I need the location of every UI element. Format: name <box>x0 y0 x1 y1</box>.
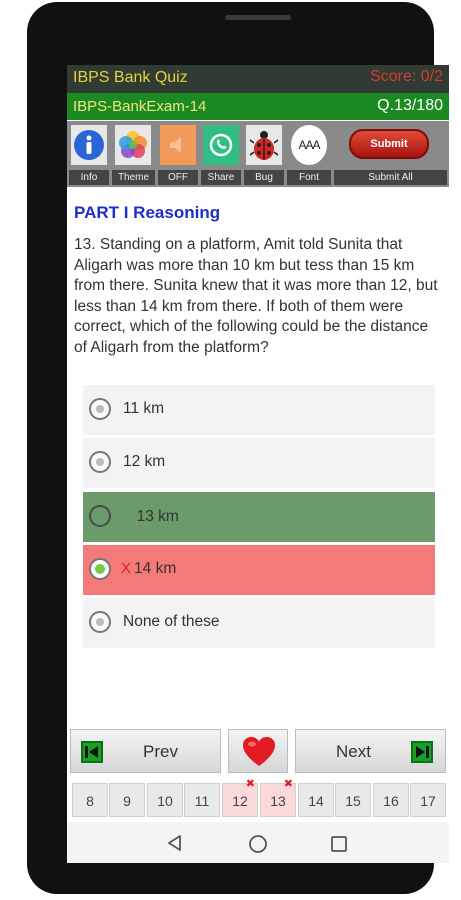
prev-arrow-icon <box>81 741 103 763</box>
question-number-label: 13 <box>270 793 286 809</box>
phone-frame <box>27 2 443 894</box>
option-3-correct[interactable] <box>83 492 435 542</box>
heart-icon <box>242 736 276 773</box>
question-number-label: 17 <box>420 793 436 809</box>
question-number-label: 15 <box>345 793 361 809</box>
recents-icon[interactable] <box>330 835 348 858</box>
toolbar <box>67 121 449 187</box>
phone-speaker <box>225 15 291 20</box>
option-radio-selected[interactable] <box>89 558 111 580</box>
info-button[interactable] <box>69 123 109 185</box>
bug-label: Bug <box>244 170 284 185</box>
question-number[interactable] <box>147 783 183 817</box>
bug-icon <box>246 125 282 165</box>
question-number-strip <box>67 778 449 819</box>
next-arrow-icon <box>411 741 433 763</box>
question-number-label: 11 <box>194 793 210 809</box>
question-number[interactable] <box>109 783 145 817</box>
sound-toggle-button[interactable] <box>158 123 198 185</box>
option-label: 14 km <box>134 560 177 577</box>
favorite-button[interactable] <box>228 729 288 773</box>
font-label: Font <box>287 170 331 185</box>
share-button[interactable] <box>201 123 241 185</box>
option-radio[interactable] <box>89 505 111 527</box>
question-number[interactable] <box>335 783 371 817</box>
wrong-mark-icon: ✖ <box>283 778 293 790</box>
option-label: None of these <box>123 613 220 630</box>
question-number[interactable] <box>184 783 220 817</box>
option-radio[interactable] <box>89 398 111 420</box>
submit-button[interactable]: Submit <box>349 129 429 159</box>
wrong-x-icon: X <box>121 560 132 577</box>
option-radio[interactable] <box>89 451 111 473</box>
option-2[interactable] <box>83 438 435 488</box>
app-header <box>67 65 449 93</box>
question-number-label: 10 <box>157 793 173 809</box>
next-button[interactable] <box>295 729 446 773</box>
option-radio[interactable] <box>89 611 111 633</box>
theme-icon <box>115 125 151 165</box>
option-1[interactable] <box>83 385 435 435</box>
system-navigation-bar <box>67 822 449 863</box>
app-screen <box>67 65 449 863</box>
question-number-label: 12 <box>232 793 248 809</box>
exam-name: IBPS-BankExam-14 <box>73 98 207 115</box>
sound-off-icon <box>160 125 196 165</box>
wrong-mark-icon: ✖ <box>245 778 255 790</box>
option-4-wrong[interactable] <box>83 545 435 595</box>
font-button[interactable] <box>287 123 331 185</box>
question-number[interactable] <box>410 783 446 817</box>
theme-label: Theme <box>112 170 155 185</box>
question-number[interactable] <box>373 783 409 817</box>
option-5[interactable] <box>83 598 435 648</box>
correct-check-icon: ✓ <box>121 508 134 525</box>
option-label: 12 km <box>123 453 166 470</box>
option-label: 11 km <box>123 400 165 417</box>
question-counter: Q.13/180 <box>377 97 443 114</box>
question-number[interactable] <box>298 783 334 817</box>
part-title: PART I Reasoning <box>74 203 221 222</box>
exam-header <box>67 93 449 120</box>
font-glyph: AAA <box>298 138 320 152</box>
sound-label: OFF <box>158 170 198 185</box>
font-icon <box>291 125 327 165</box>
option-label: 13 km <box>136 508 179 525</box>
question-text: 13. Standing on a platform, Amit told Sunita that Aligarh was more than 10 km but tess than 15 km from there. Sunita knew that it was more than 12, but less than 14 km from there. If both of them were correct, which of the following could be the distance of Aligarh from the platform? <box>74 236 438 356</box>
submit-all-label: Submit All <box>334 170 447 185</box>
whatsapp-icon <box>203 125 239 165</box>
navigation-bar <box>67 727 449 777</box>
app-title: IBPS Bank Quiz <box>73 69 188 86</box>
question-number[interactable] <box>72 783 108 817</box>
theme-button[interactable] <box>112 123 155 185</box>
question-number-label: 14 <box>308 793 324 809</box>
share-label: Share <box>201 170 241 185</box>
question-number-label: 8 <box>86 793 94 809</box>
info-label: Info <box>69 170 109 185</box>
submit-all-button[interactable] <box>334 123 447 185</box>
bug-report-button[interactable] <box>244 123 284 185</box>
score-display: Score: 0/2 <box>370 68 443 85</box>
question-number-wrong[interactable] <box>260 778 296 817</box>
question-number-label: 9 <box>123 793 131 809</box>
back-icon[interactable] <box>166 834 184 857</box>
home-icon[interactable] <box>248 834 268 859</box>
question-number-label: 16 <box>383 793 399 809</box>
prev-label: Prev <box>143 742 178 761</box>
next-label: Next <box>336 742 371 761</box>
info-icon <box>71 125 107 165</box>
question-number-wrong[interactable] <box>222 778 258 817</box>
prev-button[interactable] <box>70 729 221 773</box>
